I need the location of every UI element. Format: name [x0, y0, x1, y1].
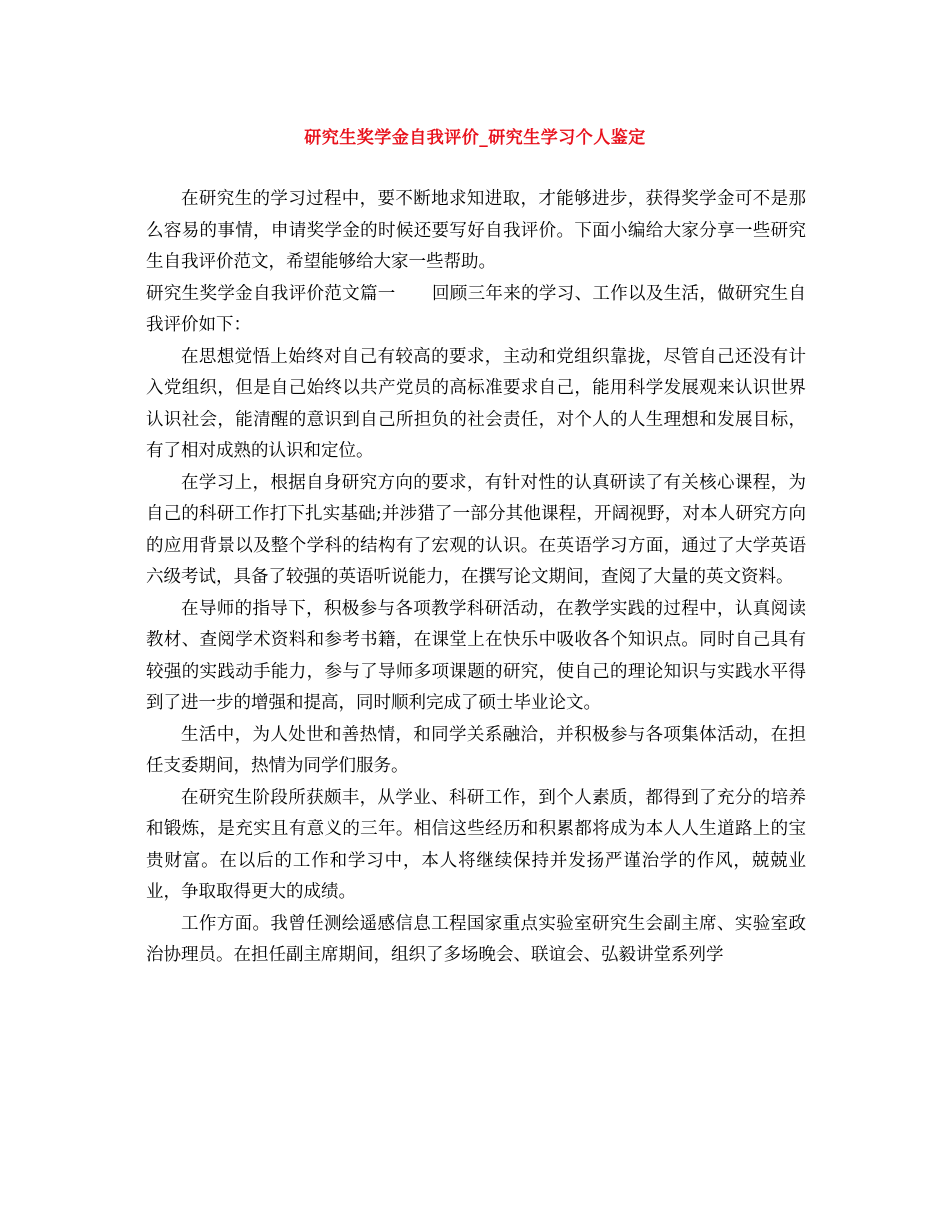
section-lead: 回顾三年来的学习、工作以及生活，做研究生自我评价如下： [146, 283, 807, 335]
section-heading: 研究生奖学金自我评价范文篇一 [146, 283, 396, 304]
paragraph-life: 生活中，为人处世和善热情，和同学关系融洽，并积极参与各项集体活动，在担任支委期间，热情为同学们服务。 [146, 724, 806, 776]
paragraph-research: 在导师的指导下，积极参与各项教学科研活动，在教学实践的过程中，认真阅读教材、查阅学术资料和参考书籍，在课堂上在快乐中吸收各个知识点。同时自己具有较强的实践动手能力，参与了导师多项课题的研究，使自己的理论知识与实践水平得到了进一步的增强和提高，同时顺利完成了硕士毕业论文。 [146, 598, 806, 713]
paragraph-ideology: 在思想觉悟上始终对自己有较高的要求，主动和党组织靠拢，尽管自己还没有计入党组织，但是自己始终以共产党员的高标准要求自己，能用科学发展观来认识世界认识社会，能清醒的意识到自己所担负的社会责任，对个人的人生理想和发展目标，有了相对成熟的认识和定位。 [146, 346, 806, 461]
section-opening [146, 279, 806, 342]
paragraph-work: 工作方面。我曾任测绘遥感信息工程国家重点实验室研究生会副主席、实验室政治协理员。在担任副主席期间，组织了多场晚会、联谊会、弘毅讲堂系列学 [146, 913, 806, 965]
document-title: 研究生奖学金自我评价_研究生学习个人鉴定 [304, 128, 646, 148]
paragraph-summary: 在研究生阶段所获颇丰，从学业、科研工作，到个人素质，都得到了充分的培养和锻炼，是充实且有意义的三年。相信这些经历和积累都将成为本人人生道路上的宝贵财富。在以后的工作和学习中，本人将继续保持并发扬严谨治学的作风，兢兢业业，争取取得更大的成绩。 [146, 787, 806, 902]
paragraph-study: 在学习上，根据自身研究方向的要求，有针对性的认真研读了有关核心课程，为自己的科研工作打下扎实基础;并涉猎了一部分其他课程，开阔视野，对本人研究方向的应用背景以及整个学科的结构有了宏观的认识。在英语学习方面，通过了大学英语六级考试，具备了较强的英语听说能力，在撰写论文期间，查阅了大量的英文资料。 [146, 472, 806, 587]
document-body [146, 184, 806, 972]
intro-paragraph: 在研究生的学习过程中，要不断地求知进取，才能够进步，获得奖学金可不是那么容易的事情，申请奖学金的时候还要写好自我评价。下面小编给大家分享一些研究生自我评价范文，希望能够给大家一些帮助。 [146, 189, 806, 272]
